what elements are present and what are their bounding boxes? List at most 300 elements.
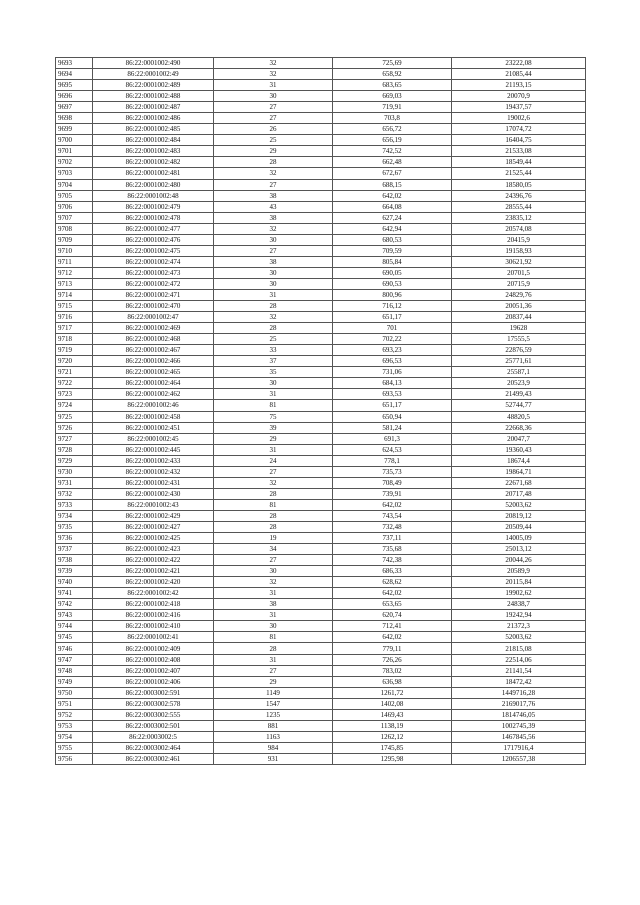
- cadastral-number-cell: 86:22:0001002:427: [93, 521, 214, 532]
- total-cell: 21141,54: [452, 665, 586, 676]
- cadastral-number-cell: 86:22:0001002:42: [93, 588, 214, 599]
- table-row: [56, 312, 586, 323]
- value-cell: 805,84: [333, 256, 452, 267]
- value-cell: 627,24: [333, 212, 452, 223]
- row-number-cell: 9716: [56, 312, 93, 323]
- quantity-cell: 30: [214, 621, 333, 632]
- value-cell: 642,94: [333, 223, 452, 234]
- row-number-cell: 9696: [56, 91, 93, 102]
- table-row: [56, 157, 586, 168]
- cadastral-number-cell: 86:22:0001002:475: [93, 245, 214, 256]
- value-cell: 1261,72: [333, 687, 452, 698]
- total-cell: 23222,08: [452, 58, 586, 69]
- quantity-cell: 32: [214, 69, 333, 80]
- table-row: [56, 80, 586, 91]
- row-number-cell: 9750: [56, 687, 93, 698]
- quantity-cell: 30: [214, 91, 333, 102]
- value-cell: 703,8: [333, 113, 452, 124]
- row-number-cell: 9719: [56, 345, 93, 356]
- table-row: [56, 91, 586, 102]
- total-cell: 21525,44: [452, 168, 586, 179]
- quantity-cell: 31: [214, 289, 333, 300]
- cadastral-number-cell: 86:22:0001002:407: [93, 665, 214, 676]
- quantity-cell: 39: [214, 422, 333, 433]
- row-number-cell: 9701: [56, 146, 93, 157]
- table-row: [56, 588, 586, 599]
- cadastral-number-cell: 86:22:0001002:416: [93, 610, 214, 621]
- value-cell: 1745,85: [333, 742, 452, 753]
- row-number-cell: 9714: [56, 289, 93, 300]
- value-cell: 735,73: [333, 466, 452, 477]
- value-cell: 624,53: [333, 444, 452, 455]
- cadastral-number-cell: 86:22:0001002:430: [93, 488, 214, 499]
- total-cell: 16404,75: [452, 135, 586, 146]
- table-row: [56, 411, 586, 422]
- value-cell: 656,19: [333, 135, 452, 146]
- cadastral-number-cell: 86:22:0001002:473: [93, 267, 214, 278]
- value-cell: 708,49: [333, 477, 452, 488]
- table-row: [56, 544, 586, 555]
- quantity-cell: 34: [214, 544, 333, 555]
- quantity-cell: 30: [214, 278, 333, 289]
- row-number-cell: 9743: [56, 610, 93, 621]
- row-number-cell: 9736: [56, 533, 93, 544]
- value-cell: 702,22: [333, 334, 452, 345]
- row-number-cell: 9730: [56, 466, 93, 477]
- cadastral-number-cell: 86:22:0001002:479: [93, 201, 214, 212]
- cadastral-number-cell: 86:22:0001002:466: [93, 356, 214, 367]
- table-row: [56, 533, 586, 544]
- quantity-cell: 27: [214, 113, 333, 124]
- cadastral-number-cell: 86:22:0003002:555: [93, 709, 214, 720]
- total-cell: 25771,61: [452, 356, 586, 367]
- quantity-cell: 32: [214, 577, 333, 588]
- table-row: [56, 599, 586, 610]
- quantity-cell: 28: [214, 323, 333, 334]
- cadastral-number-cell: 86:22:0001002:481: [93, 168, 214, 179]
- cadastral-number-cell: 86:22:0001002:483: [93, 146, 214, 157]
- value-cell: 653,65: [333, 599, 452, 610]
- value-cell: 636,98: [333, 676, 452, 687]
- quantity-cell: 32: [214, 168, 333, 179]
- quantity-cell: 31: [214, 80, 333, 91]
- table-row: [56, 632, 586, 643]
- cadastral-number-cell: 86:22:0003002:591: [93, 687, 214, 698]
- table-row: [56, 510, 586, 521]
- row-number-cell: 9744: [56, 621, 93, 632]
- value-cell: 725,69: [333, 58, 452, 69]
- value-cell: 658,92: [333, 69, 452, 80]
- quantity-cell: 32: [214, 312, 333, 323]
- table-row: [56, 69, 586, 80]
- row-number-cell: 9731: [56, 477, 93, 488]
- cadastral-number-cell: 86:22:0001002:48: [93, 190, 214, 201]
- quantity-cell: 27: [214, 102, 333, 113]
- cadastral-number-cell: 86:22:0001002:467: [93, 345, 214, 356]
- value-cell: 696,53: [333, 356, 452, 367]
- quantity-cell: 81: [214, 632, 333, 643]
- row-number-cell: 9722: [56, 378, 93, 389]
- table-row: [56, 577, 586, 588]
- row-number-cell: 9739: [56, 566, 93, 577]
- row-number-cell: 9749: [56, 676, 93, 687]
- total-cell: 20115,84: [452, 577, 586, 588]
- table-row: [56, 135, 586, 146]
- value-cell: 650,94: [333, 411, 452, 422]
- row-number-cell: 9710: [56, 245, 93, 256]
- table-row: [56, 289, 586, 300]
- cadastral-number-cell: 86:22:0003002:501: [93, 720, 214, 731]
- table-row: [56, 124, 586, 135]
- row-number-cell: 9697: [56, 102, 93, 113]
- cadastral-number-cell: 86:22:0001002:425: [93, 533, 214, 544]
- row-number-cell: 9703: [56, 168, 93, 179]
- total-cell: 20701,5: [452, 267, 586, 278]
- value-cell: 737,11: [333, 533, 452, 544]
- quantity-cell: 31: [214, 588, 333, 599]
- table-row: [56, 720, 586, 731]
- quantity-cell: 24: [214, 455, 333, 466]
- cadastral-number-cell: 86:22:0001002:406: [93, 676, 214, 687]
- value-cell: 742,52: [333, 146, 452, 157]
- cadastral-number-cell: 86:22:0001002:464: [93, 378, 214, 389]
- value-cell: 1262,12: [333, 731, 452, 742]
- row-number-cell: 9695: [56, 80, 93, 91]
- table-row: [56, 521, 586, 532]
- quantity-cell: 30: [214, 566, 333, 577]
- value-cell: 716,12: [333, 301, 452, 312]
- quantity-cell: 38: [214, 190, 333, 201]
- value-cell: 712,41: [333, 621, 452, 632]
- quantity-cell: 27: [214, 245, 333, 256]
- value-cell: 684,13: [333, 378, 452, 389]
- total-cell: 19158,93: [452, 245, 586, 256]
- table-row: [56, 58, 586, 69]
- value-cell: 701: [333, 323, 452, 334]
- table-row: [56, 709, 586, 720]
- row-number-cell: 9704: [56, 179, 93, 190]
- cadastral-number-cell: 86:22:0001002:471: [93, 289, 214, 300]
- row-number-cell: 9747: [56, 654, 93, 665]
- total-cell: 24829,76: [452, 289, 586, 300]
- value-cell: 743,54: [333, 510, 452, 521]
- quantity-cell: 29: [214, 146, 333, 157]
- value-cell: 628,62: [333, 577, 452, 588]
- cadastral-number-cell: 86:22:0001002:432: [93, 466, 214, 477]
- table-row: [56, 190, 586, 201]
- cadastral-number-cell: 86:22:0001002:445: [93, 444, 214, 455]
- quantity-cell: 30: [214, 234, 333, 245]
- table-row: [56, 665, 586, 676]
- total-cell: 20717,48: [452, 488, 586, 499]
- row-number-cell: 9741: [56, 588, 93, 599]
- value-cell: 620,74: [333, 610, 452, 621]
- value-cell: 693,53: [333, 389, 452, 400]
- cadastral-number-cell: 86:22:0001002:421: [93, 566, 214, 577]
- quantity-cell: 1547: [214, 698, 333, 709]
- cadastral-number-cell: 86:22:0003002:461: [93, 753, 214, 764]
- quantity-cell: 28: [214, 301, 333, 312]
- row-number-cell: 9702: [56, 157, 93, 168]
- row-number-cell: 9715: [56, 301, 93, 312]
- table-row: [56, 676, 586, 687]
- value-cell: 742,38: [333, 555, 452, 566]
- total-cell: 21193,15: [452, 80, 586, 91]
- cadastral-number-cell: 86:22:0001002:476: [93, 234, 214, 245]
- quantity-cell: 931: [214, 753, 333, 764]
- cadastral-number-cell: 86:22:0001002:478: [93, 212, 214, 223]
- total-cell: 1814746,05: [452, 709, 586, 720]
- cadastral-number-cell: 86:22:0001002:477: [93, 223, 214, 234]
- row-number-cell: 9698: [56, 113, 93, 124]
- row-number-cell: 9728: [56, 444, 93, 455]
- row-number-cell: 9742: [56, 599, 93, 610]
- row-number-cell: 9693: [56, 58, 93, 69]
- row-number-cell: 9721: [56, 367, 93, 378]
- total-cell: 1206557,38: [452, 753, 586, 764]
- row-number-cell: 9725: [56, 411, 93, 422]
- cadastral-number-cell: 86:22:0001002:451: [93, 422, 214, 433]
- table-row: [56, 555, 586, 566]
- quantity-cell: 28: [214, 643, 333, 654]
- cadastral-number-cell: 86:22:0001002:43: [93, 499, 214, 510]
- row-number-cell: 9717: [56, 323, 93, 334]
- cadastral-number-cell: 86:22:0001002:409: [93, 643, 214, 654]
- total-cell: 22876,59: [452, 345, 586, 356]
- quantity-cell: 33: [214, 345, 333, 356]
- total-cell: 20415,9: [452, 234, 586, 245]
- total-cell: 22671,68: [452, 477, 586, 488]
- total-cell: 21085,44: [452, 69, 586, 80]
- cadastral-number-cell: 86:22:0001002:420: [93, 577, 214, 588]
- row-number-cell: 9726: [56, 422, 93, 433]
- table-row: [56, 113, 586, 124]
- quantity-cell: 31: [214, 444, 333, 455]
- table-row: [56, 654, 586, 665]
- row-number-cell: 9727: [56, 433, 93, 444]
- row-number-cell: 9737: [56, 544, 93, 555]
- quantity-cell: 27: [214, 555, 333, 566]
- cadastral-number-cell: 86:22:0001002:488: [93, 91, 214, 102]
- table-row: [56, 433, 586, 444]
- quantity-cell: 27: [214, 466, 333, 477]
- total-cell: 21499,43: [452, 389, 586, 400]
- cadastral-number-cell: 86:22:0001002:433: [93, 455, 214, 466]
- value-cell: 642,02: [333, 499, 452, 510]
- table-row: [56, 179, 586, 190]
- value-cell: 690,53: [333, 278, 452, 289]
- cadastral-number-cell: 86:22:0001002:485: [93, 124, 214, 135]
- total-cell: 52003,62: [452, 499, 586, 510]
- value-cell: 1402,08: [333, 698, 452, 709]
- total-cell: 19437,57: [452, 102, 586, 113]
- table-row: [56, 278, 586, 289]
- quantity-cell: 1149: [214, 687, 333, 698]
- row-number-cell: 9740: [56, 577, 93, 588]
- table-row: [56, 146, 586, 157]
- row-number-cell: 9723: [56, 389, 93, 400]
- cadastral-number-cell: 86:22:0001002:41: [93, 632, 214, 643]
- cadastral-number-cell: 86:22:0001002:45: [93, 433, 214, 444]
- cadastral-number-cell: 86:22:0001002:474: [93, 256, 214, 267]
- quantity-cell: 28: [214, 510, 333, 521]
- quantity-cell: 984: [214, 742, 333, 753]
- total-cell: 19002,6: [452, 113, 586, 124]
- total-cell: 1717916,4: [452, 742, 586, 753]
- total-cell: 20044,26: [452, 555, 586, 566]
- quantity-cell: 28: [214, 488, 333, 499]
- cadastral-number-cell: 86:22:0001002:468: [93, 334, 214, 345]
- value-cell: 726,26: [333, 654, 452, 665]
- total-cell: 25013,12: [452, 544, 586, 555]
- cadastral-number-cell: 86:22:0001002:470: [93, 301, 214, 312]
- value-cell: 672,67: [333, 168, 452, 179]
- row-number-cell: 9745: [56, 632, 93, 643]
- value-cell: 719,91: [333, 102, 452, 113]
- table-row: [56, 378, 586, 389]
- total-cell: 23835,12: [452, 212, 586, 223]
- table-row: [56, 455, 586, 466]
- quantity-cell: 30: [214, 267, 333, 278]
- total-cell: 24838,7: [452, 599, 586, 610]
- quantity-cell: 81: [214, 400, 333, 411]
- table-row: [56, 566, 586, 577]
- cadastral-number-cell: 86:22:0001002:458: [93, 411, 214, 422]
- row-number-cell: 9708: [56, 223, 93, 234]
- value-cell: 1469,43: [333, 709, 452, 720]
- quantity-cell: 29: [214, 676, 333, 687]
- quantity-cell: 32: [214, 223, 333, 234]
- total-cell: 18674,4: [452, 455, 586, 466]
- row-number-cell: 9733: [56, 499, 93, 510]
- total-cell: 1449716,28: [452, 687, 586, 698]
- total-cell: 19242,94: [452, 610, 586, 621]
- value-cell: 642,02: [333, 588, 452, 599]
- value-cell: 779,11: [333, 643, 452, 654]
- table-row: [56, 223, 586, 234]
- quantity-cell: 27: [214, 179, 333, 190]
- table-row: [56, 643, 586, 654]
- table-row: [56, 422, 586, 433]
- table-body: [56, 58, 586, 765]
- document-page: [55, 57, 585, 765]
- row-number-cell: 9754: [56, 731, 93, 742]
- row-number-cell: 9753: [56, 720, 93, 731]
- total-cell: 2169017,76: [452, 698, 586, 709]
- value-cell: 581,24: [333, 422, 452, 433]
- total-cell: 18472,42: [452, 676, 586, 687]
- row-number-cell: 9748: [56, 665, 93, 676]
- total-cell: 20819,12: [452, 510, 586, 521]
- table-row: [56, 323, 586, 334]
- quantity-cell: 31: [214, 610, 333, 621]
- quantity-cell: 31: [214, 654, 333, 665]
- total-cell: 1002745,39: [452, 720, 586, 731]
- table-row: [56, 753, 586, 764]
- value-cell: 735,68: [333, 544, 452, 555]
- value-cell: 778,1: [333, 455, 452, 466]
- cadastral-number-cell: 86:22:0001002:484: [93, 135, 214, 146]
- quantity-cell: 28: [214, 521, 333, 532]
- quantity-cell: 75: [214, 411, 333, 422]
- total-cell: 19864,71: [452, 466, 586, 477]
- total-cell: 20523,9: [452, 378, 586, 389]
- table-row: [56, 400, 586, 411]
- total-cell: 20589,9: [452, 566, 586, 577]
- total-cell: 20070,9: [452, 91, 586, 102]
- quantity-cell: 31: [214, 389, 333, 400]
- cadastral-number-cell: 86:22:0001002:422: [93, 555, 214, 566]
- total-cell: 52744,77: [452, 400, 586, 411]
- row-number-cell: 9705: [56, 190, 93, 201]
- quantity-cell: 1235: [214, 709, 333, 720]
- total-cell: 28555,44: [452, 201, 586, 212]
- table-row: [56, 477, 586, 488]
- value-cell: 642,02: [333, 632, 452, 643]
- value-cell: 691,3: [333, 433, 452, 444]
- total-cell: 17555,5: [452, 334, 586, 345]
- table-row: [56, 444, 586, 455]
- cadastral-number-cell: 86:22:0001002:465: [93, 367, 214, 378]
- cadastral-number-cell: 86:22:0001002:462: [93, 389, 214, 400]
- row-number-cell: 9694: [56, 69, 93, 80]
- total-cell: 52003,62: [452, 632, 586, 643]
- table-row: [56, 256, 586, 267]
- row-number-cell: 9720: [56, 356, 93, 367]
- total-cell: 20715,9: [452, 278, 586, 289]
- table-row: [56, 356, 586, 367]
- table-row: [56, 488, 586, 499]
- table-row: [56, 102, 586, 113]
- total-cell: 20051,36: [452, 301, 586, 312]
- total-cell: 20047,7: [452, 433, 586, 444]
- total-cell: 24396,76: [452, 190, 586, 201]
- table-row: [56, 698, 586, 709]
- value-cell: 680,53: [333, 234, 452, 245]
- cadastral-number-cell: 86:22:0001002:472: [93, 278, 214, 289]
- value-cell: 1295,98: [333, 753, 452, 764]
- cadastral-number-cell: 86:22:0001002:47: [93, 312, 214, 323]
- total-cell: 21372,3: [452, 621, 586, 632]
- table-row: [56, 742, 586, 753]
- total-cell: 48820,5: [452, 411, 586, 422]
- row-number-cell: 9711: [56, 256, 93, 267]
- table-row: [56, 267, 586, 278]
- row-number-cell: 9706: [56, 201, 93, 212]
- row-number-cell: 9707: [56, 212, 93, 223]
- value-cell: 651,17: [333, 312, 452, 323]
- total-cell: 1467845,56: [452, 731, 586, 742]
- row-number-cell: 9718: [56, 334, 93, 345]
- value-cell: 669,03: [333, 91, 452, 102]
- quantity-cell: 38: [214, 256, 333, 267]
- value-cell: 664,08: [333, 201, 452, 212]
- value-cell: 651,17: [333, 400, 452, 411]
- cadastral-number-cell: 86:22:0001002:418: [93, 599, 214, 610]
- row-number-cell: 9732: [56, 488, 93, 499]
- quantity-cell: 26: [214, 124, 333, 135]
- quantity-cell: 32: [214, 58, 333, 69]
- value-cell: 709,59: [333, 245, 452, 256]
- total-cell: 20509,44: [452, 521, 586, 532]
- cadastral-number-cell: 86:22:0001002:482: [93, 157, 214, 168]
- value-cell: 1138,19: [333, 720, 452, 731]
- value-cell: 656,72: [333, 124, 452, 135]
- row-number-cell: 9755: [56, 742, 93, 753]
- value-cell: 642,02: [333, 190, 452, 201]
- quantity-cell: 19: [214, 533, 333, 544]
- cadastral-number-cell: 86:22:0001002:410: [93, 621, 214, 632]
